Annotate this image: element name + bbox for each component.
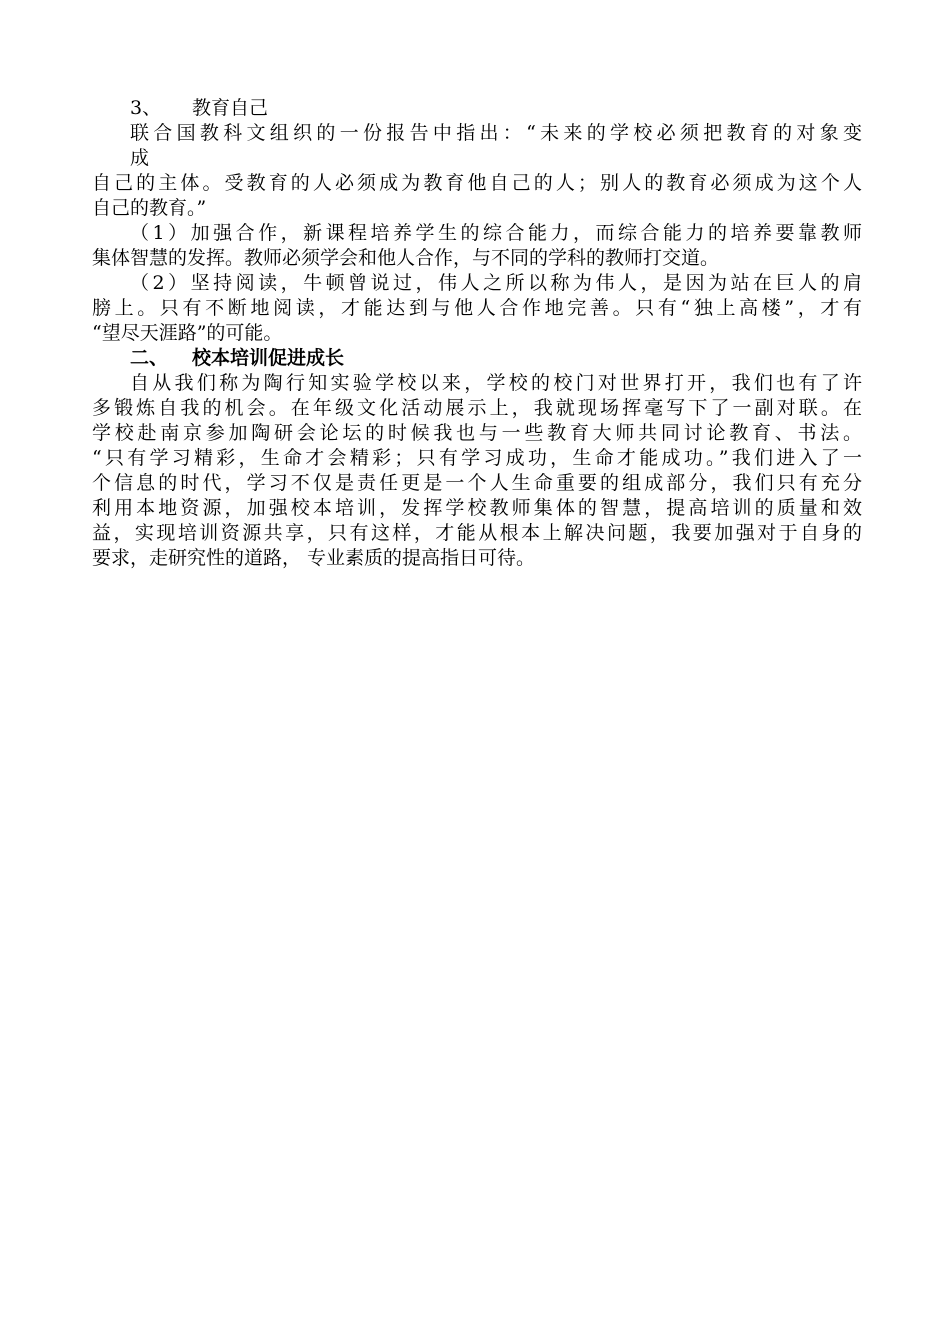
paragraph-line: 多锻炼自我的机会。在年级文化活动展示上，我就现场挥毫写下了一副对联。在 <box>92 397 862 419</box>
section-heading-2 <box>92 346 862 371</box>
paragraph-line: 个信息的时代，学习不仅是责任更是一个人生命重要的组成部分，我们只有充分 <box>92 472 862 494</box>
paragraph-line: 自从我们称为陶行知实验学校以来，学校的校门对世界打开，我们也有了许 <box>130 372 862 394</box>
paragraph-line: “望尽天涯路”的可能。 <box>92 322 283 344</box>
paragraph-line: 集体智慧的发挥。教师必须学会和他人合作，与不同的学科的教师打交道。 <box>92 247 720 269</box>
quote-paragraph <box>92 121 862 221</box>
section-number: 3、 <box>130 97 162 119</box>
paragraph-line: 成 <box>130 147 150 169</box>
paragraph-line: 益，实现培训资源共享，只有这样，才能从根本上解决问题，我要加强对于自身的 <box>92 522 862 544</box>
section-number: 二、 <box>130 347 169 369</box>
point-2-paragraph <box>92 271 862 346</box>
point-1-paragraph <box>92 221 862 271</box>
paragraph-line: “只有学习精彩，生命才会精彩；只有学习成功，生命才能成功。”我们进入了一 <box>92 447 862 469</box>
paragraph-line: 要求，走研究性的道路， 专业素质的提高指日可待。 <box>92 547 536 569</box>
paragraph-line: （2）坚持阅读，牛顿曾说过，伟人之所以称为伟人，是因为站在巨人的肩 <box>130 272 862 294</box>
section-heading-3 <box>92 96 862 121</box>
paragraph-line: 自己的教育。” <box>92 197 207 219</box>
paragraph-line: 利用本地资源，加强校本培训，发挥学校教师集体的智慧，提高培训的质量和效 <box>92 497 862 519</box>
document-body <box>92 96 862 571</box>
paragraph-line: 学校赴南京参加陶研会论坛的时候我也与一些教育大师共同讨论教育、书法。 <box>92 422 862 444</box>
body-paragraph <box>92 371 862 571</box>
paragraph-line: 自己的主体。受教育的人必须成为教育他自己的人；别人的教育必须成为这个人 <box>92 172 862 194</box>
section-title: 校本培训促进成长 <box>192 347 345 369</box>
paragraph-line: 联合国教科文组织的一份报告中指出：“未来的学校必须把教育的对象变 <box>130 122 862 144</box>
section-title: 教育自己 <box>192 97 269 119</box>
paragraph-line: （1）加强合作，新课程培养学生的综合能力，而综合能力的培养要靠教师 <box>130 222 862 244</box>
paragraph-line: 膀上。只有不断地阅读，才能达到与他人合作地完善。只有“独上高楼”，才有 <box>92 297 862 319</box>
